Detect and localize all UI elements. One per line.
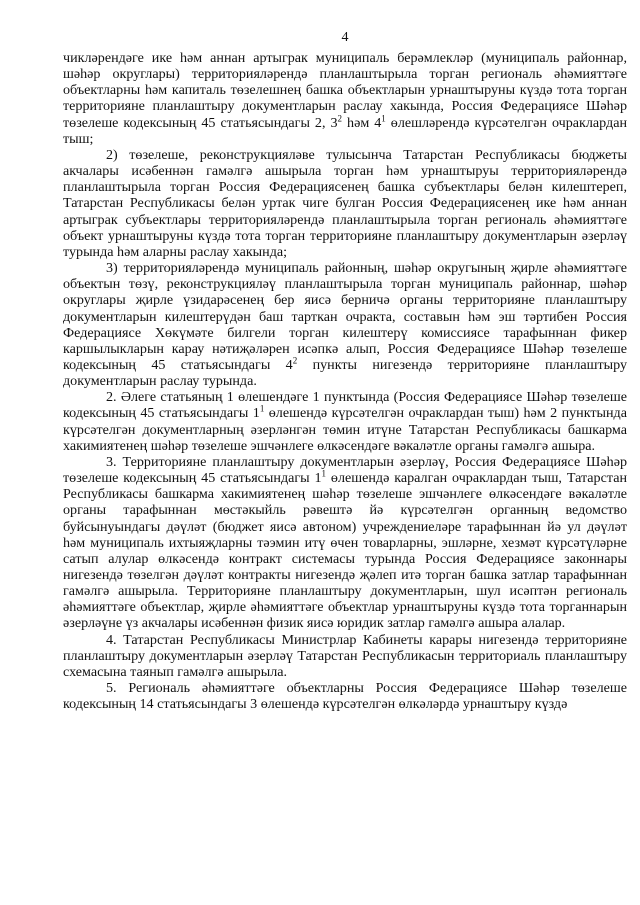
paragraph (63, 50, 627, 147)
superscript: 2 (337, 112, 343, 123)
paragraph-text: 4. Татарстан Республикасы Министрлар Кабинеты карары нигезендә территорияне планлаштыру документларын әзерләү Татарстан Республикасын территориаль планлаштыру схемасына таянып гамәлгә ашырыла. (63, 631, 627, 680)
paragraph-text: өлешендә каралган очраклардан тыш, Татарстан Республикасы башкарма хакимиятенең шәһәр төзелеше эшчәнлеге өлкәсендәге вәкаләтле органы тарафыннан мөстәкыйль рәвештә йә күрсәтелгән органның ведомство буйсынуындагы дәүләт (бюджет яисә автоном) учреждениеләре тарафыннан йә ул дәүләт һәм муниципаль ихтыяҗларны тәэмин итү өчен товарларны, эшләрне, хезмәт күрсәтүләрне сатып алулар өлкәсендә контракт системасы турында Россия Федерациясе законнары нигезендә төзелгән дәүләт контракты нигезендә җәлеп итә торган башка затлар тарафыннан гамәлгә ашырыла. Территорияне планлаштыру документларын, шул исәптән региональ әһәмияттәге объектлар, җирле әһәмияттәге объектлар урнаштыруны күздә тота торганнарын әзерләүне үз акчалары исәбеннән физик яисә юридик затлар гамәлгә ашыра алалар. (63, 470, 627, 632)
superscript: 1 (381, 112, 386, 123)
paragraph (63, 632, 627, 680)
paragraph (63, 454, 627, 632)
paragraph-text: һәм 4 (342, 114, 382, 131)
superscript: 1 (259, 403, 265, 414)
paragraph (63, 680, 627, 712)
superscript: 1 (321, 468, 327, 479)
paragraph-text: өлешендә күрсәтелгән очраклардан тыш) һәм 2 пунктында күрсәтелгән документларның әзерләнгән төмин итүне Татарстан Республикасы башкарма хакимиятенең шәһәр төзелеше эшчәнлеге өлкәсендәге вәкаләтле органы гамәлгә ашыра. (63, 405, 627, 454)
page-number: 4 (341, 30, 349, 45)
paragraph (63, 147, 627, 260)
paragraph (63, 260, 627, 389)
superscript: 2 (292, 355, 298, 366)
paragraph-text: чикләрендәге ике һәм аннан артыграк муниципаль берәмлекләр (муниципаль районнар, шәһәр округлары) территорияләрендә планлаштырыла торган региональ әһәмияттәге объектларны һәм капиталь төзелешнең башка объектларын урнаштыруны күздә тота торган территорияне планлаштыру документларын раслау хакында, Россия Федерациясе Шәһәр төзелеше кодексының 45 статьясындагы 2, 3 (63, 50, 627, 131)
paragraph-text: 2) төзелеше, реконструкцияләве тулысынча Татарстан Республикасы бюджеты акчалары исәбеннән гамәлгә ашырыла торган һәм урнаштыруы территорияләрендә планлаштырыла торган Россия Федерациясенең башка субъектлары белән килештереп, Татарстан Республикасы белән уртак чиге булган Россия Федерациясенең ике һәм аннан артыграк субъектлары территорияләрендә планлаштырыла торган региональ әһәмияттәге объект урнаштыруны күздә тота торган территорияне планлаштыру документларын әзерләү турында һәм аларны раслау хакында; (63, 146, 627, 260)
paragraph-text: өлешләрендә күрсәтелгән очраклардан тыш; (63, 114, 627, 147)
document-page (63, 30, 627, 712)
paragraph (63, 389, 627, 454)
paragraph-text: пункты нигезендә территорияне планлаштыру документларын раслау турында. (63, 356, 627, 390)
paragraph-text: 3) территорияләрендә муниципаль районның, шәһәр округының җирле әһәмияттәге объектын төзү, реконструкцияләү планлаштырыла торган муниципаль районнар, шәһәр округлары җирле үзидарәсенең бер яисә берничә органы территорияне планлаштыру документларын килештерүдән баш тарткан очракта, составын һәм эш тәртибен Россия Федерациясе Хөкүмәте билгели торган килештерү комиссиясе тарафыннан фикер каршылыкларын карау нәтиҗәләрен исәпкә алып, Россия Федерациясе Шәһәр төзелеше кодексының 45 статьясындагы 4 (63, 260, 627, 373)
document-body (63, 50, 627, 712)
paragraph-text: 3. Территорияне планлаштыру документларын әзерләү, Россия Федерациясе Шәһәр төзелеше кодексының 45 статьясындагы 1 (63, 453, 627, 487)
paragraph-text: 2. Әлеге статьяның 1 өлешендәге 1 пунктында (Россия Федерациясе Шәһәр төзелеше кодексының 45 статьясындагы 1 (63, 389, 627, 422)
paragraph-text: 5. Региональ әһәмияттәге объектларны Россия Федерациясе Шәһәр төзелеше кодексының 14 статьясындагы 3 өлешендә күрсәтелгән өлкәләрдә урнаштыру күздә (63, 680, 627, 713)
